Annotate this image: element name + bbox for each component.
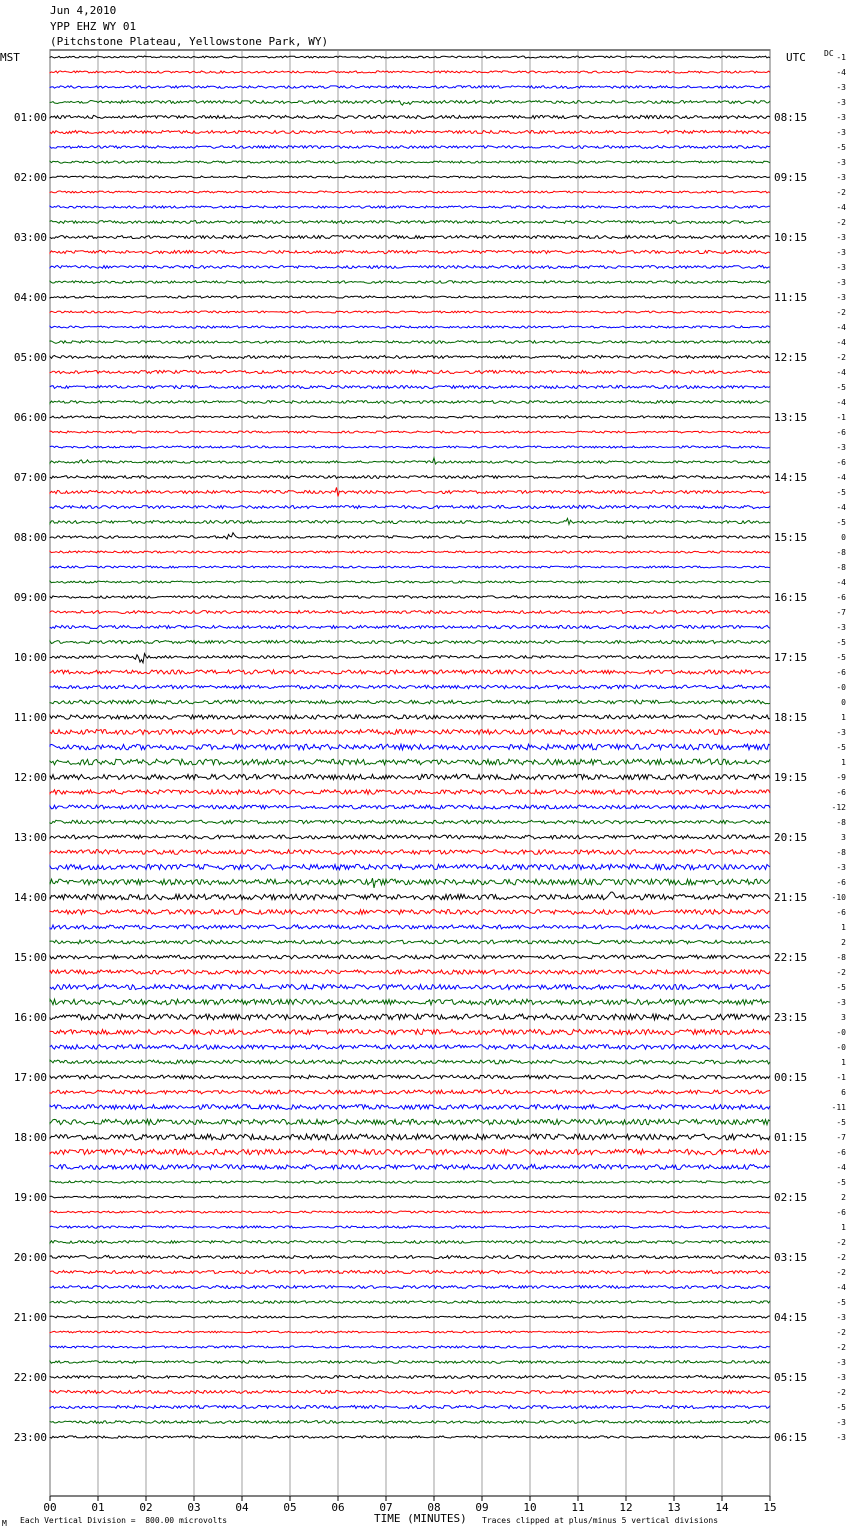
dc-offset-label: -3 bbox=[836, 278, 846, 287]
dc-offset-label: -2 bbox=[836, 1328, 846, 1337]
dc-offset-label: -4 bbox=[836, 398, 846, 407]
dc-offset-label: -8 bbox=[836, 953, 846, 962]
dc-offset-label: -4 bbox=[836, 578, 846, 587]
dc-offset-label: -4 bbox=[836, 368, 846, 377]
dc-offset-label: -2 bbox=[836, 353, 846, 362]
mst-hour-label: 03:00 bbox=[13, 231, 47, 244]
dc-offset-label: -5 bbox=[836, 638, 846, 647]
mst-hour-label: 18:00 bbox=[13, 1131, 47, 1144]
trace-line bbox=[50, 1045, 770, 1049]
trace-line bbox=[50, 431, 770, 433]
trace-line bbox=[50, 955, 770, 959]
dc-offset-label: 3 bbox=[841, 1013, 846, 1022]
dc-offset-label: -5 bbox=[836, 383, 846, 392]
dc-offset-label: -7 bbox=[836, 608, 846, 617]
trace-line bbox=[50, 985, 770, 990]
dc-offset-label: -3 bbox=[836, 98, 846, 107]
dc-offset-label: -6 bbox=[836, 788, 846, 797]
utc-hour-label: 21:15 bbox=[774, 891, 808, 904]
x-axis-label: TIME (MINUTES) bbox=[374, 1512, 467, 1525]
trace-line bbox=[50, 581, 770, 583]
trace-line bbox=[50, 700, 770, 704]
trace-line bbox=[50, 131, 770, 134]
dc-offset-label: -11 bbox=[831, 1103, 846, 1112]
trace-line bbox=[50, 1105, 770, 1110]
trace-line bbox=[50, 878, 770, 888]
mst-hour-label: 05:00 bbox=[13, 351, 47, 364]
dc-offset-label: -4 bbox=[836, 338, 846, 347]
mst-hour-label: 17:00 bbox=[13, 1071, 47, 1084]
trace-line bbox=[50, 611, 770, 614]
trace-line bbox=[50, 1119, 770, 1124]
dc-offset-label: -3 bbox=[836, 1373, 846, 1382]
trace-line bbox=[50, 401, 770, 404]
dc-offset-label: -7 bbox=[836, 1133, 846, 1142]
trace-line bbox=[50, 1060, 770, 1064]
trace-line bbox=[50, 1376, 770, 1379]
dc-offset-label: -4 bbox=[836, 473, 846, 482]
dc-offset-label: -3 bbox=[836, 158, 846, 167]
clip-note: Traces clipped at plus/minus 5 vertical divisions bbox=[482, 1516, 719, 1525]
utc-hour-label: 14:15 bbox=[774, 471, 808, 484]
utc-hour-label: 16:15 bbox=[774, 591, 808, 604]
trace-line bbox=[50, 744, 770, 750]
utc-axis-label: UTC bbox=[786, 51, 806, 64]
dc-offset-label: -8 bbox=[836, 548, 846, 557]
dc-offset-label: 1 bbox=[841, 713, 846, 722]
x-tick-label: 08 bbox=[427, 1501, 441, 1514]
dc-offset-label: -1 bbox=[836, 413, 846, 422]
dc-offset-label: -5 bbox=[836, 488, 846, 497]
trace-line bbox=[50, 476, 770, 479]
mst-hour-label: 15:00 bbox=[13, 951, 47, 964]
dc-offset-label: -5 bbox=[836, 983, 846, 992]
dc-offset-label: -8 bbox=[836, 848, 846, 857]
dc-offset-label: -2 bbox=[836, 1268, 846, 1277]
dc-offset-label: -2 bbox=[836, 1388, 846, 1397]
trace-line bbox=[50, 1196, 770, 1198]
trace-line bbox=[50, 221, 770, 224]
dc-offset-label: -4 bbox=[836, 503, 846, 512]
utc-hour-label: 17:15 bbox=[774, 651, 808, 664]
dc-offset-label: -0 bbox=[836, 683, 846, 692]
trace-line bbox=[50, 505, 770, 508]
trace-line bbox=[50, 146, 770, 149]
trace-line bbox=[50, 236, 770, 239]
dc-offset-label: 1 bbox=[841, 1058, 846, 1067]
dc-offset-label: -1 bbox=[836, 1073, 846, 1082]
dc-offset-label: 1 bbox=[841, 923, 846, 932]
trace-line bbox=[50, 1181, 770, 1183]
trace-line bbox=[50, 1361, 770, 1364]
trace-line bbox=[50, 715, 770, 719]
dc-offset-label: -1 bbox=[836, 53, 846, 62]
trace-line bbox=[50, 835, 770, 839]
mst-hour-label: 01:00 bbox=[13, 111, 47, 124]
dc-offset-label: -4 bbox=[836, 68, 846, 77]
trace-line bbox=[50, 1346, 770, 1348]
trace-line bbox=[50, 1014, 770, 1020]
x-tick-label: 06 bbox=[331, 1501, 345, 1514]
trace-line bbox=[50, 1226, 770, 1228]
dc-offset-label: -5 bbox=[836, 518, 846, 527]
x-tick-label: 03 bbox=[187, 1501, 201, 1514]
utc-hour-label: 18:15 bbox=[774, 711, 808, 724]
dc-label: DC bbox=[824, 49, 834, 58]
dc-offset-label: -2 bbox=[836, 1343, 846, 1352]
mst-hour-label: 02:00 bbox=[13, 171, 47, 184]
mst-hour-label: 13:00 bbox=[13, 831, 47, 844]
mst-hour-label: 04:00 bbox=[13, 291, 47, 304]
trace-line bbox=[50, 326, 770, 328]
scale-note: Each Vertical Division = 800.00 microvolts bbox=[20, 1516, 228, 1525]
mst-axis-label: MST bbox=[0, 51, 20, 64]
dc-offset-label: -4 bbox=[836, 1163, 846, 1172]
trace-line bbox=[50, 266, 770, 269]
trace-line bbox=[50, 176, 770, 178]
utc-hour-label: 08:15 bbox=[774, 111, 808, 124]
dc-offset-label: -2 bbox=[836, 968, 846, 977]
x-tick-label: 01 bbox=[91, 1501, 105, 1514]
dc-offset-label: -3 bbox=[836, 263, 846, 272]
trace-line bbox=[50, 910, 770, 915]
dc-offset-label: -3 bbox=[836, 293, 846, 302]
trace-line bbox=[50, 416, 770, 418]
trace-line bbox=[50, 730, 770, 735]
dc-offset-label: -2 bbox=[836, 188, 846, 197]
mst-hour-label: 21:00 bbox=[13, 1311, 47, 1324]
dc-offset-label: -3 bbox=[836, 863, 846, 872]
trace-line bbox=[50, 864, 770, 869]
utc-hour-label: 00:15 bbox=[774, 1071, 808, 1084]
trace-line bbox=[50, 566, 770, 568]
x-tick-label: 07 bbox=[379, 1501, 393, 1514]
utc-hour-label: 01:15 bbox=[774, 1131, 808, 1144]
trace-line bbox=[50, 940, 770, 944]
x-tick-label: 13 bbox=[667, 1501, 681, 1514]
trace-line bbox=[50, 596, 770, 599]
x-tick-label: 04 bbox=[235, 1501, 249, 1514]
trace-line bbox=[50, 790, 770, 795]
trace-line bbox=[50, 759, 770, 765]
trace-line bbox=[50, 86, 770, 89]
mst-hour-label: 23:00 bbox=[13, 1431, 47, 1444]
dc-offset-label: -3 bbox=[836, 233, 846, 242]
utc-hour-label: 04:15 bbox=[774, 1311, 808, 1324]
trace-line bbox=[50, 1390, 770, 1393]
dc-offset-label: -3 bbox=[836, 1433, 846, 1442]
mst-hour-label: 09:00 bbox=[13, 591, 47, 604]
dc-offset-label: -3 bbox=[836, 728, 846, 737]
mst-hour-label: 22:00 bbox=[13, 1371, 47, 1384]
trace-line bbox=[50, 999, 770, 1005]
trace-line bbox=[50, 892, 770, 900]
trace-line bbox=[50, 1301, 770, 1303]
corner-mark: M bbox=[2, 1519, 7, 1528]
x-tick-label: 02 bbox=[139, 1501, 153, 1514]
mst-hour-label: 10:00 bbox=[13, 651, 47, 664]
trace-line bbox=[50, 820, 770, 824]
dc-offset-label: -6 bbox=[836, 878, 846, 887]
trace-line bbox=[50, 487, 770, 496]
dc-offset-label: -3 bbox=[836, 248, 846, 257]
trace-line bbox=[50, 385, 770, 388]
mst-hour-label: 06:00 bbox=[13, 411, 47, 424]
dc-offset-label: -6 bbox=[836, 593, 846, 602]
dc-offset-label: -0 bbox=[836, 1028, 846, 1037]
trace-line bbox=[50, 356, 770, 359]
trace-line bbox=[50, 670, 770, 674]
dc-offset-label: -3 bbox=[836, 998, 846, 1007]
dc-offset-label: -4 bbox=[836, 1283, 846, 1292]
dc-offset-label: -4 bbox=[836, 323, 846, 332]
dc-offset-label: 1 bbox=[841, 758, 846, 767]
trace-line bbox=[50, 341, 770, 344]
utc-hour-label: 12:15 bbox=[774, 351, 808, 364]
dc-offset-label: -12 bbox=[831, 803, 846, 812]
dc-offset-label: -5 bbox=[836, 1403, 846, 1412]
dc-offset-label: 1 bbox=[841, 1223, 846, 1232]
trace-line bbox=[50, 1029, 770, 1034]
trace-line bbox=[50, 805, 770, 809]
mst-hour-label: 07:00 bbox=[13, 471, 47, 484]
trace-line bbox=[50, 1241, 770, 1244]
dc-offset-label: -3 bbox=[836, 173, 846, 182]
trace-line bbox=[50, 281, 770, 284]
x-tick-label: 12 bbox=[619, 1501, 633, 1514]
dc-offset-label: -3 bbox=[836, 1418, 846, 1427]
trace-line bbox=[50, 1075, 770, 1079]
utc-hour-label: 13:15 bbox=[774, 411, 808, 424]
mst-hour-label: 12:00 bbox=[13, 771, 47, 784]
dc-offset-label: -5 bbox=[836, 1298, 846, 1307]
utc-hour-label: 11:15 bbox=[774, 291, 808, 304]
dc-offset-label: 0 bbox=[841, 533, 846, 542]
trace-line bbox=[50, 1211, 770, 1213]
utc-hour-label: 19:15 bbox=[774, 771, 808, 784]
mst-hour-label: 08:00 bbox=[13, 531, 47, 544]
dc-offset-label: -9 bbox=[836, 773, 846, 782]
dc-offset-label: -6 bbox=[836, 1208, 846, 1217]
trace-line bbox=[50, 115, 770, 118]
mst-hour-label: 20:00 bbox=[13, 1251, 47, 1264]
trace-line bbox=[50, 685, 770, 689]
dc-offset-label: -3 bbox=[836, 113, 846, 122]
dc-offset-label: 6 bbox=[841, 1088, 846, 1097]
utc-hour-label: 02:15 bbox=[774, 1191, 808, 1204]
dc-offset-label: -8 bbox=[836, 818, 846, 827]
dc-offset-label: -3 bbox=[836, 1358, 846, 1367]
dc-offset-label: -5 bbox=[836, 1118, 846, 1127]
dc-offset-label: -2 bbox=[836, 1253, 846, 1262]
trace-line bbox=[50, 1421, 770, 1424]
trace-line bbox=[50, 1331, 770, 1333]
trace-line bbox=[50, 1286, 770, 1289]
dc-offset-label: -8 bbox=[836, 563, 846, 572]
dc-offset-label: -3 bbox=[836, 1313, 846, 1322]
trace-line bbox=[50, 925, 770, 929]
dc-offset-label: -5 bbox=[836, 1178, 846, 1187]
utc-hour-label: 05:15 bbox=[774, 1371, 808, 1384]
mst-hour-label: 11:00 bbox=[13, 711, 47, 724]
trace-line bbox=[50, 533, 770, 539]
trace-line bbox=[50, 1270, 770, 1273]
trace-line bbox=[50, 518, 770, 524]
dc-offset-label: -6 bbox=[836, 1148, 846, 1157]
dc-offset-label: -5 bbox=[836, 143, 846, 152]
trace-line bbox=[50, 774, 770, 779]
x-tick-label: 14 bbox=[715, 1501, 729, 1514]
trace-line bbox=[50, 250, 770, 253]
trace-line bbox=[50, 370, 770, 373]
x-tick-label: 11 bbox=[571, 1501, 585, 1514]
utc-hour-label: 15:15 bbox=[774, 531, 808, 544]
trace-line bbox=[50, 970, 770, 974]
trace-line bbox=[50, 311, 770, 313]
header-station: YPP EHZ WY 01 bbox=[50, 20, 137, 33]
trace-line bbox=[50, 850, 770, 855]
x-tick-label: 15 bbox=[763, 1501, 777, 1514]
trace-line bbox=[50, 1436, 770, 1438]
trace-line bbox=[50, 654, 770, 663]
x-tick-label: 00 bbox=[43, 1501, 57, 1514]
trace-line bbox=[50, 101, 770, 106]
trace-line bbox=[50, 551, 770, 553]
trace-line bbox=[50, 1090, 770, 1094]
trace-line bbox=[50, 1165, 770, 1170]
dc-offset-label: -0 bbox=[836, 1043, 846, 1052]
mst-hour-label: 16:00 bbox=[13, 1011, 47, 1024]
trace-line bbox=[50, 458, 770, 464]
dc-offset-label: 2 bbox=[841, 938, 846, 947]
mst-hour-label: 14:00 bbox=[13, 891, 47, 904]
x-tick-label: 10 bbox=[523, 1501, 537, 1514]
dc-offset-label: 2 bbox=[841, 1193, 846, 1202]
utc-hour-label: 23:15 bbox=[774, 1011, 808, 1024]
trace-line bbox=[50, 71, 770, 73]
utc-hour-label: 03:15 bbox=[774, 1251, 808, 1264]
dc-offset-label: 3 bbox=[841, 833, 846, 842]
dc-offset-label: -3 bbox=[836, 128, 846, 137]
dc-offset-label: -6 bbox=[836, 428, 846, 437]
trace-line bbox=[50, 1149, 770, 1155]
header-location: (Pitchstone Plateau, Yellowstone Park, WY) bbox=[50, 35, 329, 48]
trace-line bbox=[50, 625, 770, 628]
dc-offset-label: -2 bbox=[836, 218, 846, 227]
dc-offset-label: -5 bbox=[836, 653, 846, 662]
dc-offset-label: -2 bbox=[836, 308, 846, 317]
trace-line bbox=[50, 206, 770, 208]
dc-offset-label: -10 bbox=[831, 893, 846, 902]
mst-hour-label: 19:00 bbox=[13, 1191, 47, 1204]
trace-line bbox=[50, 1255, 770, 1258]
trace-line bbox=[50, 56, 770, 58]
trace-line bbox=[50, 446, 770, 448]
utc-hour-label: 20:15 bbox=[774, 831, 808, 844]
utc-hour-label: 22:15 bbox=[774, 951, 808, 964]
header-date: Jun 4,2010 bbox=[50, 4, 117, 17]
dc-offset-label: -3 bbox=[836, 443, 846, 452]
trace-line bbox=[50, 296, 770, 298]
x-tick-label: 09 bbox=[475, 1501, 489, 1514]
utc-hour-label: 09:15 bbox=[774, 171, 808, 184]
trace-line bbox=[50, 641, 770, 644]
trace-line bbox=[50, 1316, 770, 1318]
trace-line bbox=[50, 1406, 770, 1409]
dc-offset-label: -6 bbox=[836, 668, 846, 677]
dc-offset-label: -5 bbox=[836, 743, 846, 752]
dc-offset-label: -4 bbox=[836, 203, 846, 212]
dc-offset-label: -6 bbox=[836, 458, 846, 467]
utc-hour-label: 10:15 bbox=[774, 231, 808, 244]
dc-offset-label: -2 bbox=[836, 1238, 846, 1247]
x-tick-label: 05 bbox=[283, 1501, 297, 1514]
dc-offset-label: -3 bbox=[836, 83, 846, 92]
utc-hour-label: 06:15 bbox=[774, 1431, 808, 1444]
dc-offset-label: -3 bbox=[836, 623, 846, 632]
dc-offset-label: 0 bbox=[841, 698, 846, 707]
dc-offset-label: -6 bbox=[836, 908, 846, 917]
trace-line bbox=[50, 161, 770, 163]
trace-line bbox=[50, 191, 770, 193]
trace-line bbox=[50, 1134, 770, 1140]
